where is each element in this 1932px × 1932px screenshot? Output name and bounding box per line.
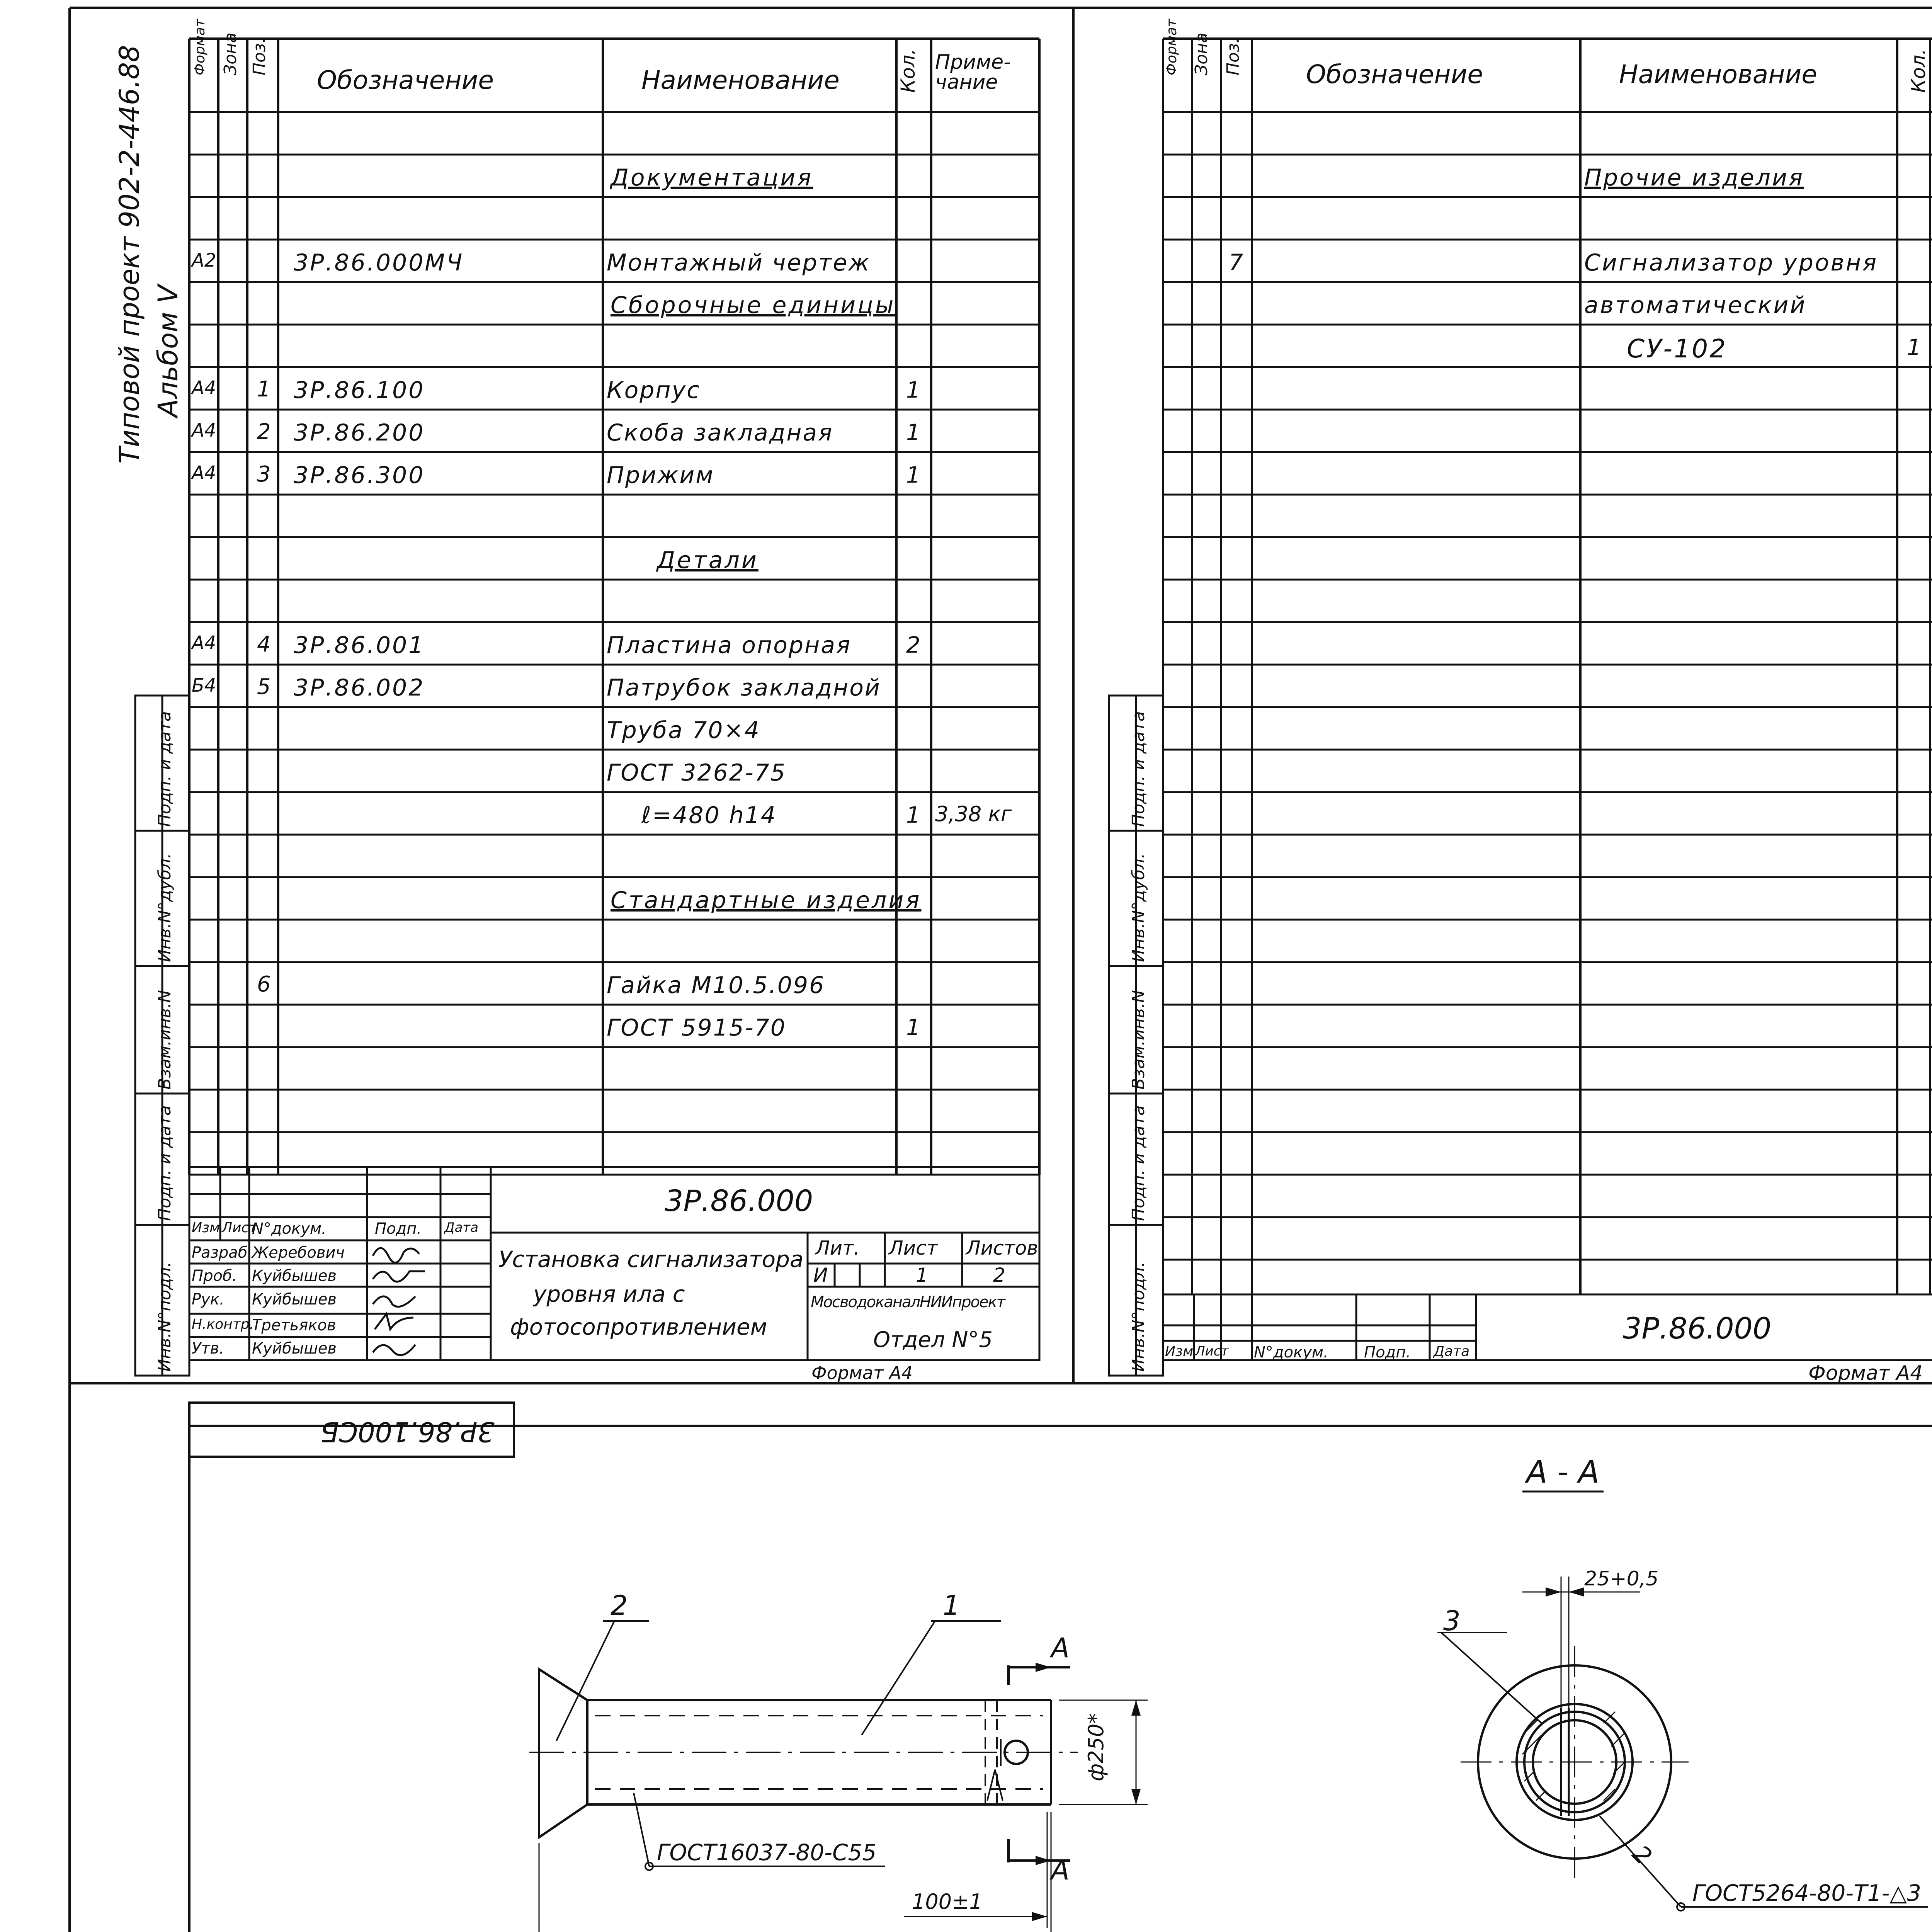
spec-name: ℓ=480 h14 [641, 802, 777, 829]
spec-format: А4 [192, 377, 216, 399]
title1-sheet-label: Лист [889, 1237, 938, 1259]
spec-name: СУ-102 [1627, 334, 1728, 364]
dim-25: 25+0,5 [1584, 1567, 1659, 1590]
col-header-zone: Зона [221, 32, 240, 75]
title1-sheet: 1 [916, 1264, 928, 1286]
spec-name: Пластина опорная [607, 632, 852, 659]
side-stamp-label: Подп. и дата [155, 711, 175, 827]
spec-name: Сигнализатор уровня [1584, 249, 1878, 276]
spec-qty: 1 [906, 419, 920, 446]
callout-1: 1 [943, 1590, 960, 1621]
mirror-code: 3Р.86.100СБ [320, 1416, 495, 1447]
spec-pos: 7 [1229, 249, 1243, 276]
title2-hdr: N°докум. [1254, 1344, 1328, 1361]
spec-name: Труба 70×4 [607, 717, 760, 744]
spec-section-heading: Детали [657, 547, 759, 574]
col-header-name: Наименование [641, 65, 840, 95]
side-stamp-label: Подп. и дата [1129, 711, 1148, 827]
col-header-designation: Обозначение [1306, 60, 1483, 89]
spec-designation: 3Р.86.002 [294, 674, 425, 701]
spec-qty: 1 [1907, 334, 1921, 361]
title1-role: Рук. [192, 1291, 224, 1308]
title2-hdr: Лист [1195, 1344, 1229, 1359]
title1-person: Куйбышев [252, 1340, 337, 1357]
title1-format: Формат А4 [811, 1362, 913, 1383]
spec-pos: 2 [257, 419, 271, 444]
spec-section-heading: Документация [611, 164, 813, 191]
spec-format: А4 [192, 462, 216, 484]
side-stamp-label: Инв.N°подл. [1129, 1262, 1148, 1372]
side-stamp-label: Подп. и дата [155, 1105, 175, 1221]
side-stamp-label: Взам.инв.N [1129, 990, 1148, 1090]
col-header-zone: Зона [1192, 32, 1211, 75]
title1-person: Куйбышев [252, 1291, 337, 1308]
album-title: Типовой проект 902-2-446.88 [114, 45, 145, 464]
spec-name: автоматический [1584, 292, 1807, 319]
title2-format: Формат А4 [1808, 1362, 1923, 1385]
spec-note: 3,38 кг [935, 802, 1012, 826]
col-header-format: Формат [1164, 19, 1180, 75]
side-stamp-label: Взам.инв.N [155, 990, 175, 1090]
col-header-pos: Поз. [1223, 37, 1243, 75]
spec-name: Гайка М10.5.096 [607, 972, 825, 999]
col-header-name: Наименование [1619, 60, 1817, 89]
spec-pos: 5 [257, 674, 271, 699]
title1-name: уровня ила с [533, 1281, 685, 1307]
spec-designation: 3Р.86.300 [294, 462, 425, 489]
gost-weld-1: ГОСТ16037-80-С55 [657, 1839, 877, 1866]
spec-qty: 1 [906, 377, 920, 403]
gost-weld-2: ГОСТ5264-80-Т1-△3 [1692, 1880, 1921, 1906]
title2-hdr: Подп. [1364, 1344, 1411, 1361]
title2-hdr: Изм [1165, 1344, 1194, 1359]
spec-designation: 3Р.86.000МЧ [294, 249, 464, 276]
spec-section-heading: Прочие изделия [1584, 164, 1804, 191]
title1-hdr: Дата [444, 1220, 479, 1235]
col-header-qty: Кол. [1907, 49, 1930, 93]
callout-3: 3 [1443, 1605, 1461, 1637]
spec-format: Б4 [192, 675, 216, 696]
title1-hdr: Лист [222, 1220, 257, 1236]
spec-name: Патрубок закладной [607, 674, 881, 701]
title1-code: 3Р.86.000 [665, 1184, 813, 1218]
section-mark-bottom: А [1051, 1854, 1070, 1886]
title1-hdr: N°докум. [252, 1220, 327, 1238]
section-mark-top: А [1051, 1632, 1070, 1664]
spec-pos: 3 [257, 462, 271, 487]
col-header-format: Формат [192, 19, 208, 75]
title1-sheets: 2 [993, 1264, 1005, 1286]
spec-format: А4 [192, 420, 216, 441]
dim-diameter: ф250* [1084, 1713, 1108, 1781]
title1-lit-label: Лит. [815, 1237, 860, 1259]
spec-qty: 1 [906, 802, 920, 828]
spec-format: А2 [192, 250, 216, 271]
col-header-pos: Поз. [250, 37, 269, 75]
side-stamp-label: Подп. и дата [1129, 1105, 1148, 1221]
side-stamp-label: Инв.N°дубл. [155, 853, 175, 962]
dim-100: 100±1 [912, 1889, 983, 1914]
title2-code: 3Р.86.000 [1623, 1311, 1772, 1345]
callout-2: 2 [611, 1590, 628, 1621]
col-header-qty: Кол. [897, 49, 919, 93]
section-label: А - А [1526, 1454, 1600, 1490]
spec-name: ГОСТ 5915-70 [607, 1014, 786, 1041]
spec-name: Монтажный чертеж [607, 249, 871, 276]
title1-hdr: Подп. [375, 1220, 422, 1238]
spec-designation: 3Р.86.001 [294, 632, 425, 659]
title1-sheets-label: Листов [966, 1237, 1038, 1259]
title1-hdr: Изм [192, 1220, 220, 1236]
spec-pos: 1 [257, 377, 271, 402]
album-volume: Альбом V [152, 285, 184, 417]
title1-org: МосводоканалНИИпроект [811, 1293, 1005, 1311]
col-header-note: Приме-чание [935, 51, 1011, 94]
title1-role: Разраб. [192, 1244, 253, 1262]
spec-pos: 6 [257, 972, 271, 997]
title1-dept: Отдел N°5 [873, 1327, 993, 1352]
spec-qty: 2 [906, 632, 920, 658]
side-stamp-label: Инв.N°дубл. [1129, 853, 1148, 962]
title1-role: Утв. [192, 1340, 224, 1357]
spec-format: А4 [192, 632, 216, 654]
spec-designation: 3Р.86.100 [294, 377, 425, 404]
title1-role: Н.контр. [192, 1316, 254, 1332]
spec-name: Корпус [607, 377, 701, 404]
spec-name: ГОСТ 3262-75 [607, 759, 786, 786]
title1-lit: И [813, 1264, 828, 1286]
spec-section-heading: Стандартные изделия [611, 887, 922, 914]
spec-section-heading: Сборочные единицы [611, 292, 896, 319]
side-stamp-label: Инв.N°подл. [155, 1262, 175, 1372]
title2-hdr: Дата [1434, 1344, 1470, 1359]
title1-role: Проб. [192, 1267, 237, 1285]
col-header-designation: Обозначение [317, 65, 494, 95]
callout-2b: 2 [1627, 1839, 1658, 1871]
spec-qty: 1 [906, 1014, 920, 1041]
spec-name: Прижим [607, 462, 714, 489]
spec-pos: 4 [257, 632, 271, 657]
spec-name: Скоба закладная [607, 419, 833, 446]
spec-designation: 3Р.86.200 [294, 419, 425, 446]
title1-person: Куйбышев [252, 1267, 337, 1285]
title1-name: Установка сигнализатора [498, 1246, 804, 1272]
title1-name: фотосопротивлением [510, 1314, 767, 1340]
spec-qty: 1 [906, 462, 920, 488]
title1-person: Третьяков [252, 1316, 336, 1334]
title1-person: Жеребович [252, 1244, 345, 1262]
